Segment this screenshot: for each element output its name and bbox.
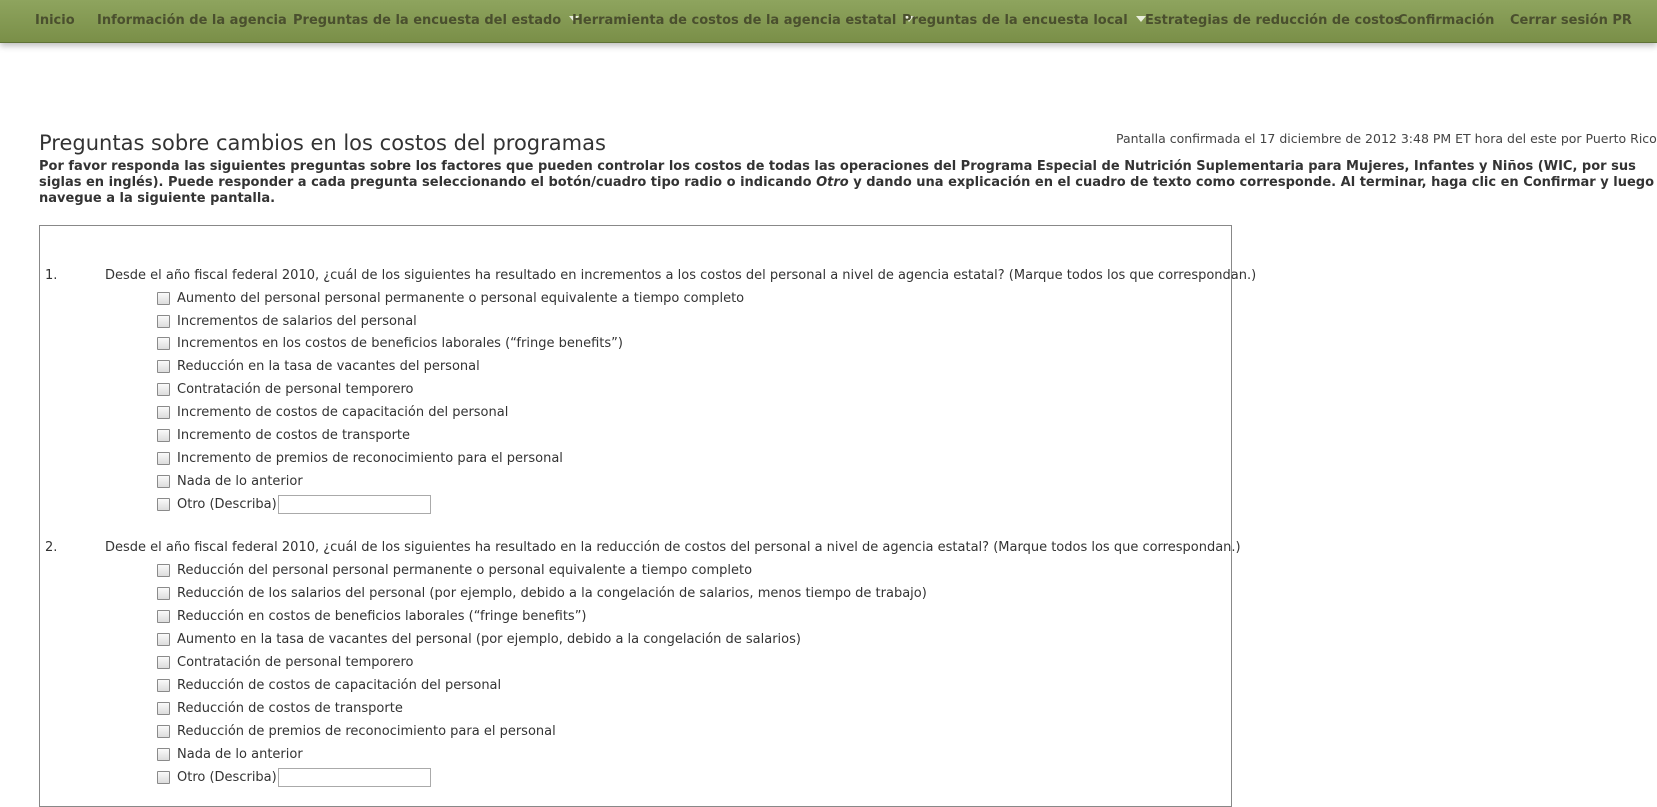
page-title: Preguntas sobre cambios en los costos del programas	[39, 131, 606, 155]
checkbox[interactable]	[157, 771, 170, 784]
option-label: Incrementos de salarios del personal	[177, 314, 417, 329]
checkbox[interactable]	[157, 633, 170, 646]
checkbox[interactable]	[157, 679, 170, 692]
instructions	[39, 159, 1657, 207]
option-label: Contratación de personal temporero	[177, 655, 414, 670]
checkbox[interactable]	[157, 564, 170, 577]
option-label: Otro (Describa)	[177, 497, 277, 512]
option-label: Reducción de los salarios del personal (por ejemplo, debido a la congelación de salarios, menos tiempo de trabajo)	[177, 586, 927, 601]
instructions-part-1: Por favor responda las siguientes preguntas sobre los factores que pueden controlar los costos de todas las operaciones del Programa Especial de Nutrición Suplementaria para Mujeres, Infantes y Niños (WIC, por sus siglas en inglés). Puede responder a cada pregunta seleccionando el botón/cuadro tipo radio o indicando	[39, 159, 1636, 190]
option-label: Aumento en la tasa de vacantes del personal (por ejemplo, debido a la congelación de salarios)	[177, 632, 801, 647]
nav-inicio[interactable]: Inicio	[35, 13, 75, 28]
option-label: Contratación de personal temporero	[177, 382, 414, 397]
option-label: Incremento de premios de reconocimiento para el personal	[177, 451, 563, 466]
checkbox[interactable]	[157, 383, 170, 396]
question-1-number: 1.	[45, 268, 58, 283]
nav-herramienta-costos-label[interactable]: Herramienta de costos de la agencia estatal	[572, 13, 897, 28]
q1-otro-input[interactable]	[278, 495, 431, 514]
checkbox[interactable]	[157, 360, 170, 373]
checkbox[interactable]	[157, 429, 170, 442]
top-navigation-bar	[0, 0, 1657, 43]
question-2-text: Desde el año fiscal federal 2010, ¿cuál de los siguientes ha resultado en la reducción de costos del personal a nivel de agencia estatal? (Marque todos los que correspondan.)	[105, 540, 1241, 555]
option-label: Reducción de costos de transporte	[177, 701, 403, 716]
nav-herramienta-costos-menu[interactable]	[572, 13, 914, 28]
checkbox[interactable]	[157, 475, 170, 488]
checkbox[interactable]	[157, 610, 170, 623]
confirmation-status: Pantalla confirmada el 17 diciembre de 2012 3:48 PM ET hora del este por Puerto Rico	[1116, 131, 1657, 146]
nav-cerrar-sesion[interactable]: Cerrar sesión PR	[1510, 13, 1632, 28]
option-label: Incremento de costos de transporte	[177, 428, 411, 443]
checkbox[interactable]	[157, 656, 170, 669]
option-label: Aumento del personal personal permanente o personal equivalente a tiempo completo	[177, 291, 745, 306]
question-1-text: Desde el año fiscal federal 2010, ¿cuál de los siguientes ha resultado en incrementos a los costos del personal a nivel de agencia estatal? (Marque todos los que correspondan.)	[105, 268, 1257, 283]
checkbox[interactable]	[157, 452, 170, 465]
option-label: Reducción del personal personal permanente o personal equivalente a tiempo completo	[177, 563, 753, 578]
nav-preguntas-local-label[interactable]: Preguntas de la encuesta local	[902, 13, 1128, 28]
checkbox[interactable]	[157, 498, 170, 511]
checkbox[interactable]	[157, 725, 170, 738]
checkbox[interactable]	[157, 406, 170, 419]
question-2-number: 2.	[45, 540, 58, 555]
survey-form	[39, 225, 1257, 807]
option-label: Incremento de costos de capacitación del personal	[177, 405, 509, 420]
q2-otro-input[interactable]	[278, 768, 431, 787]
option-label: Reducción de premios de reconocimiento para el personal	[177, 724, 556, 739]
checkbox[interactable]	[157, 292, 170, 305]
instructions-emphasis: Otro	[816, 175, 849, 190]
checkbox[interactable]	[157, 315, 170, 328]
option-label: Reducción en la tasa de vacantes del personal	[177, 359, 480, 374]
nav-informacion-agencia[interactable]: Información de la agencia	[97, 13, 287, 28]
nav-preguntas-estado-menu[interactable]	[293, 13, 579, 28]
nav-preguntas-local-menu[interactable]	[902, 13, 1146, 28]
option-label: Incrementos en los costos de beneficios laborales (“fringe benefits”)	[177, 336, 623, 351]
nav-preguntas-estado-label[interactable]: Preguntas de la encuesta del estado	[293, 13, 562, 28]
option-label: Reducción de costos de capacitación del personal	[177, 678, 502, 693]
option-label: Nada de lo anterior	[177, 474, 303, 489]
checkbox[interactable]	[157, 702, 170, 715]
nav-estrategias-reduccion[interactable]: Estrategias de reducción de costos	[1145, 13, 1402, 28]
option-label: Reducción en costos de beneficios laborales (“fringe benefits”)	[177, 609, 587, 624]
option-label: Nada de lo anterior	[177, 747, 303, 762]
option-label: Otro (Describa)	[177, 770, 277, 785]
checkbox[interactable]	[157, 748, 170, 761]
instructions-part-2: y dando una explicación en el cuadro de texto como corresponde. Al terminar, haga clic en Confirmar y luego navegue a la siguiente pantalla.	[39, 175, 1654, 206]
checkbox[interactable]	[157, 587, 170, 600]
nav-confirmacion[interactable]: Confirmación	[1398, 13, 1495, 28]
checkbox[interactable]	[157, 337, 170, 350]
